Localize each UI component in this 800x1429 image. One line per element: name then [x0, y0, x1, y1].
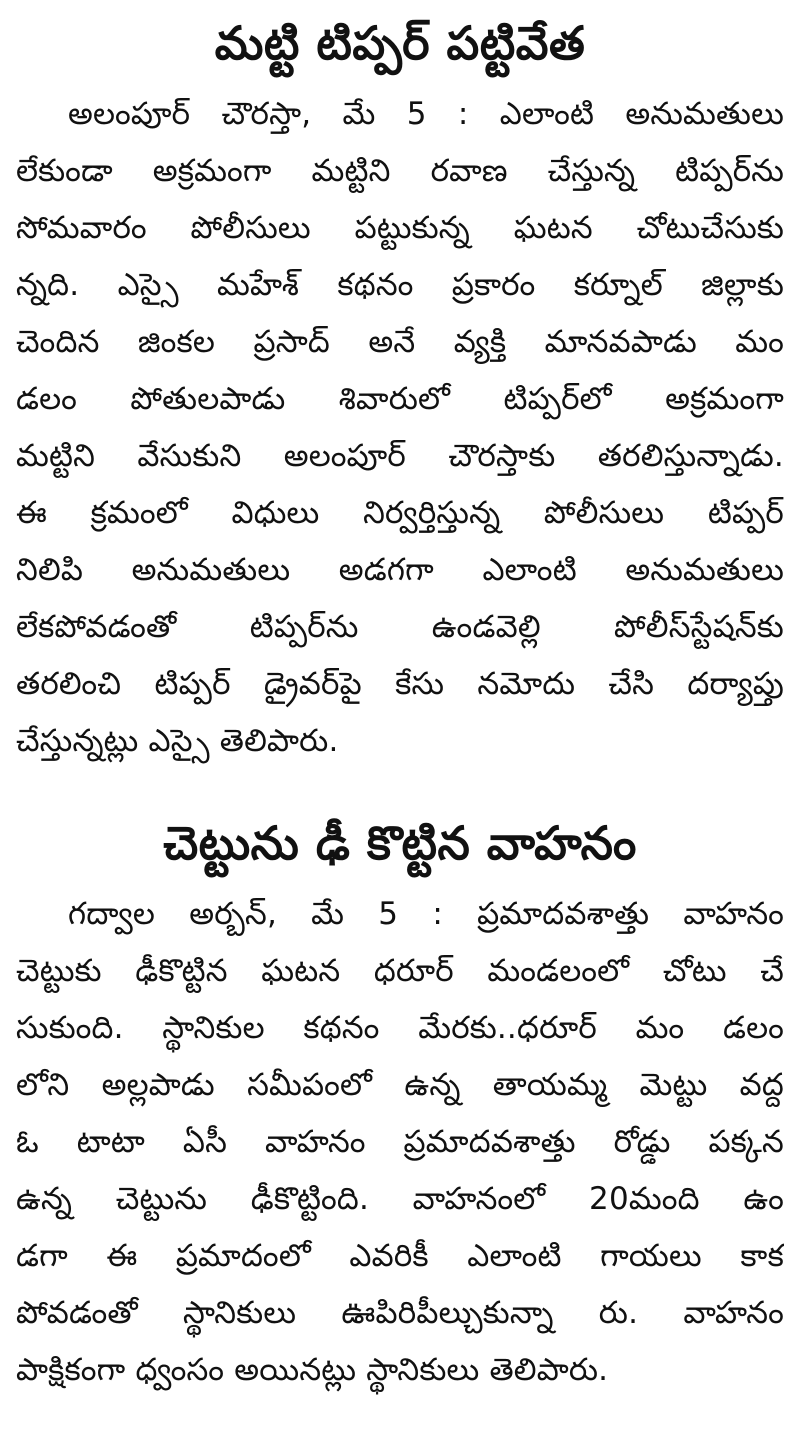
article-body-line: సుకుంది. స్థానికుల కథనం మేరకు..ధరూర్ మం డలం	[16, 1010, 784, 1046]
article-body-line: లేకపోవడంతో టిప్పర్‌ను ఉండవెల్లి పోలీస్‌స్టేషన్‌కు	[16, 609, 784, 645]
article-body	[0, 86, 800, 770]
article-body-line: పాక్షికంగా ధ్వంసం అయినట్లు స్థానికులు తెలిపారు.	[16, 1352, 609, 1388]
article-body-line: లోని అల్లపాడు సమీపంలో ఉన్న తాయమ్మ మెట్టు వద్ద	[16, 1067, 784, 1103]
article-body-line: ఓ టాటా ఏసీ వాహనం ప్రమాదవశాత్తు రోడ్డు పక్కన	[16, 1124, 784, 1160]
article-body-line: గద్వాల అర్బన్, మే 5 : ప్రమాదవశాత్తు వాహనం	[68, 896, 784, 932]
article-body-line: డగా ఈ ప్రమాదంలో ఎవరికీ ఎలాంటి గాయలు కాక	[16, 1238, 784, 1274]
article-vehicle-hit-tree	[0, 800, 800, 1399]
article-body-line: నిలిపి అనుమతులు అడగగా ఎలాంటి అనుమతులు	[16, 552, 784, 588]
article-body-line: మట్టిని వేసుకుని అలంపూర్ చౌరస్తాకు తరలిస్తున్నాడు.	[16, 438, 784, 474]
article-body-line: చేస్తున్నట్లు ఎస్సై తెలిపారు.	[16, 723, 339, 759]
article-body-line: సోమవారం పోలీసులు పట్టుకున్న ఘటన చోటుచేసుకు	[16, 210, 784, 246]
article-headline: మట్టి టిప్పర్ పట్టివేత	[214, 16, 586, 70]
article-body	[0, 886, 800, 1399]
article-headline: చెట్టును ఢీ కొట్టిన వాహనం	[163, 816, 637, 870]
article-body-line: లేకుండా అక్రమంగా మట్టిని రవాణ చేస్తున్న టిప్పర్‌ను	[16, 153, 784, 189]
article-body-line: ఈ క్రమంలో విధులు నిర్వర్తిస్తున్న పోలీసులు టిప్పర్	[16, 495, 784, 531]
article-body-line: పోవడంతో స్థానికులు ఊపిరిపీల్చుకున్నా రు. వాహనం	[16, 1295, 784, 1331]
article-body-line: డలం పోతులపాడు శివారులో టిప్పర్‌లో అక్రమంగా	[16, 381, 784, 417]
article-body-line: అలంపూర్ చౌరస్తా, మే 5 : ఎలాంటి అనుమతులు	[68, 96, 784, 132]
article-body-line: ఉన్న చెట్టును ఢీకొట్టింది. వాహనంలో 20మంది ఉం	[16, 1181, 784, 1217]
article-body-line: చెట్టుకు ఢీకొట్టిన ఘటన ధరూర్ మండలంలో చోటు చే	[16, 953, 784, 989]
article-body-line: చెందిన జింకల ప్రసాద్ అనే వ్యక్తి మానవపాడు మం	[16, 324, 784, 360]
article-body-line: తరలించి టిప్పర్ డ్రైవర్‌పై కేసు నమోదు చేసి దర్యాప్తు	[16, 666, 784, 702]
article-body-line: న్నది. ఎస్సై మహేశ్ కథనం ప్రకారం కర్నూల్ జిల్లాకు	[16, 267, 784, 303]
